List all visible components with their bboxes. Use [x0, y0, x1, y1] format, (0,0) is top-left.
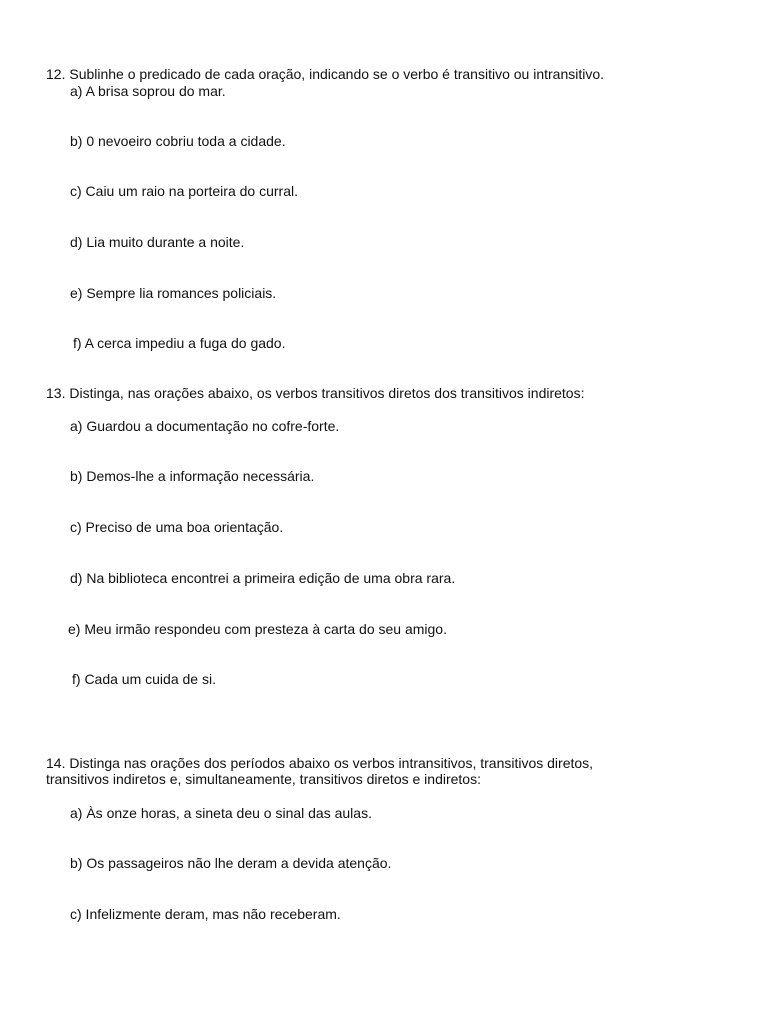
question-13-heading: 13. Distinga, nas orações abaixo, os verbos transitivos diretos dos transitivos indiretos:: [46, 385, 585, 401]
question-12-heading: 12. Sublinhe o predicado de cada oração, indicando se o verbo é transitivo ou intransitivo.: [46, 66, 605, 82]
question-14-item-c: c) Infelizmente deram, mas não receberam.: [70, 906, 341, 922]
question-12-item-f: f) A cerca impediu a fuga do gado.: [73, 335, 286, 351]
question-12-item-e: e) Sempre lia romances policiais.: [70, 285, 277, 301]
question-14-heading-line2: transitivos indiretos e, simultaneamente, transitivos diretos e indiretos:: [46, 771, 481, 787]
question-12-item-b: b) 0 nevoeiro cobriu toda a cidade.: [70, 133, 286, 149]
question-13-item-f: f) Cada um cuida de si.: [72, 671, 216, 687]
question-14-item-a: a) Às onze horas, a sineta deu o sinal das aulas.: [70, 805, 372, 821]
question-14-item-b: b) Os passageiros não lhe deram a devida atenção.: [70, 855, 392, 871]
question-14-heading-line1: 14. Distinga nas orações dos períodos abaixo os verbos intransitivos, transitivos diretos,: [46, 755, 594, 771]
question-12-item-d: d) Lia muito durante a noite.: [70, 234, 245, 250]
question-13-item-e: e) Meu irmão respondeu com presteza à carta do seu amigo.: [68, 621, 447, 637]
question-13-item-a: a) Guardou a documentação no cofre-forte.: [70, 418, 340, 434]
question-13-item-b: b) Demos-lhe a informação necessária.: [70, 468, 315, 484]
question-12-item-c: c) Caiu um raio na porteira do curral.: [70, 183, 298, 199]
question-12-item-a: a) A brisa soprou do mar.: [70, 83, 226, 99]
question-13-item-d: d) Na biblioteca encontrei a primeira edição de uma obra rara.: [70, 570, 456, 586]
question-13-item-c: c) Preciso de uma boa orientação.: [70, 519, 284, 535]
